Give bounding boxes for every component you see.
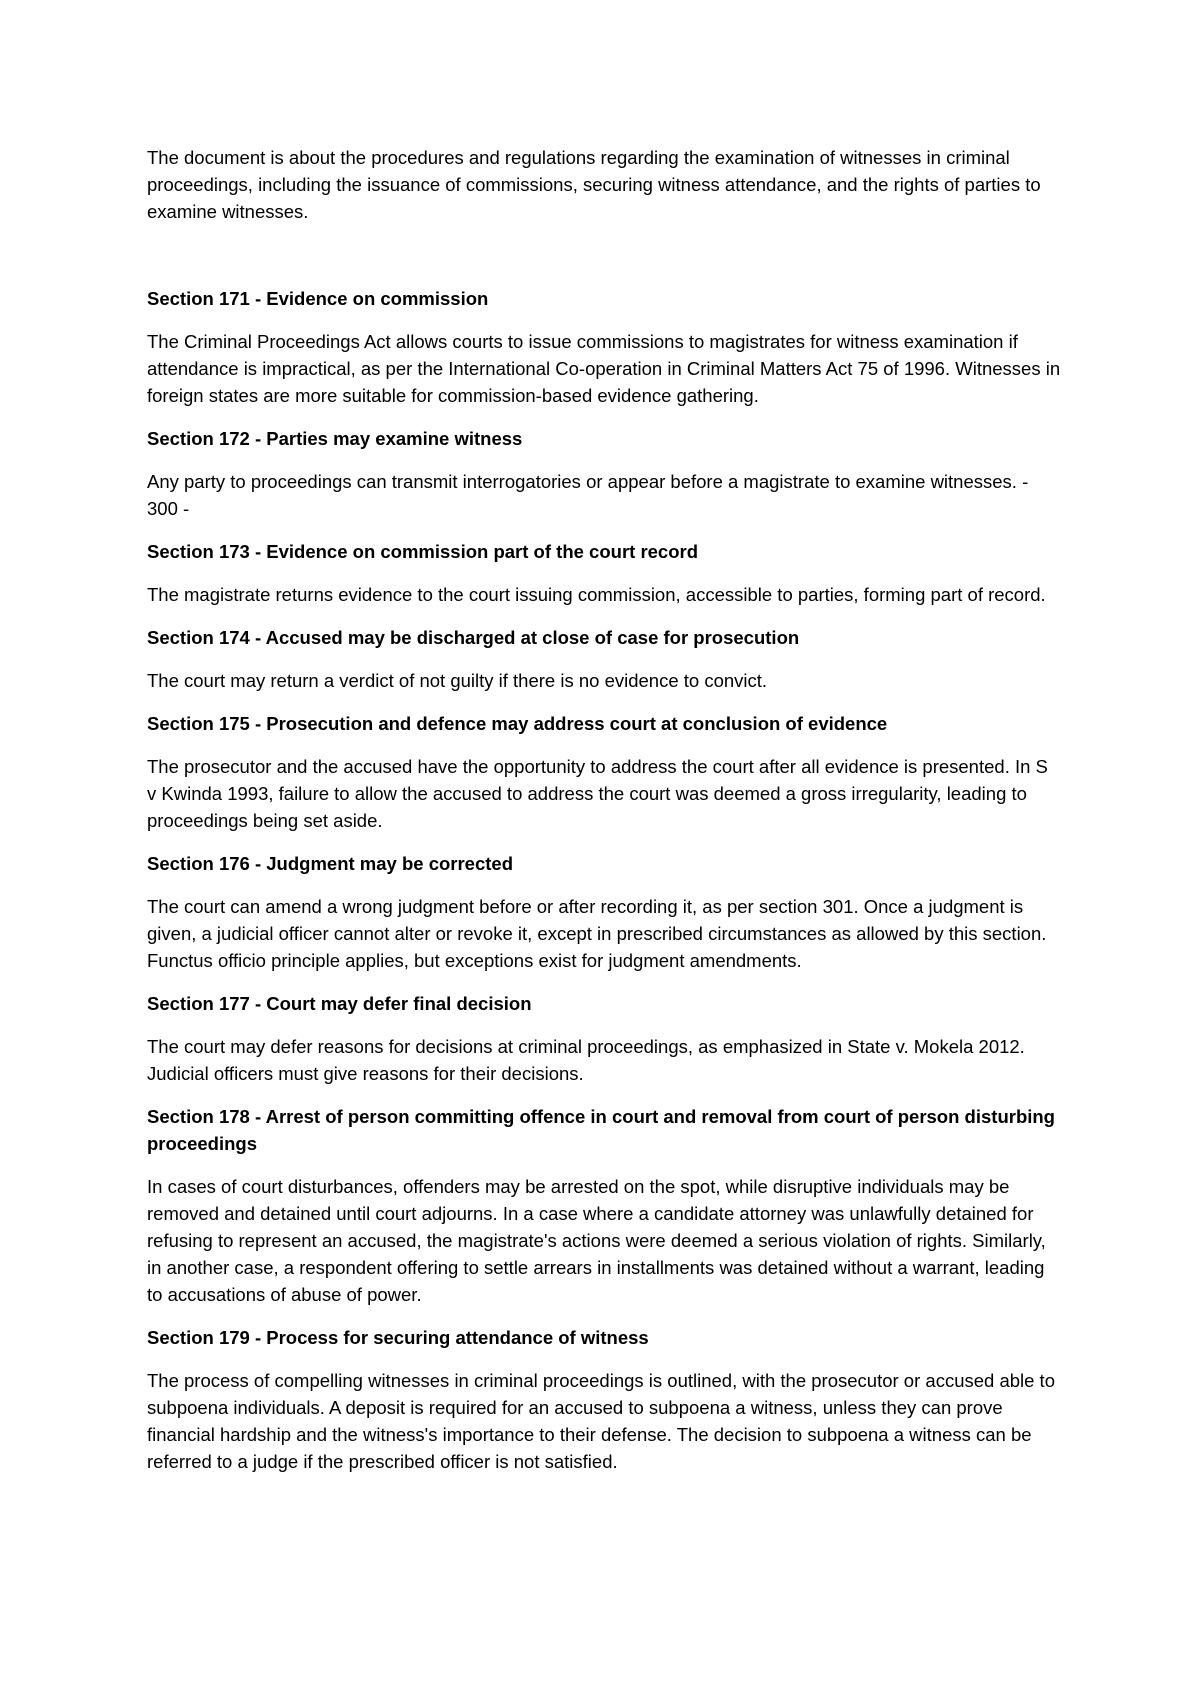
section-173-heading: Section 173 - Evidence on commission part of the court record — [147, 541, 699, 562]
section-179-heading: Section 179 - Process for securing attendance of witness — [147, 1327, 649, 1348]
intro-paragraph: The document is about the procedures and regulations regarding the examination of witnesses in criminal proceedings, including the issuance of commissions, securing witness attendance, and the rights of parties to examine witnesses. — [147, 147, 1041, 222]
section-177-body: The court may defer reasons for decisions at criminal proceedings, as emphasized in State v. Mokela 2012. Judicial officers must give reasons for their decisions. — [147, 1036, 1025, 1084]
section-174-heading: Section 174 - Accused may be discharged at close of case for prosecution — [147, 627, 800, 648]
section-171-body: The Criminal Proceedings Act allows courts to issue commissions to magistrates for witness examination if attendance is impractical, as per the International Co-operation in Criminal Matters Act 75 of 1996. Witnesses in foreign states are more suitable for commission-based evidence gathering. — [147, 331, 1061, 406]
section-177-heading: Section 177 - Court may defer final decision — [147, 993, 532, 1014]
section-175-heading: Section 175 - Prosecution and defence may address court at conclusion of evidence — [147, 713, 888, 734]
section-174-body: The court may return a verdict of not guilty if there is no evidence to convict. — [147, 670, 768, 691]
section-178-heading: Section 178 - Arrest of person committing offence in court and removal from court of person disturbing proceedings — [147, 1106, 1055, 1154]
section-172-heading: Section 172 - Parties may examine witness — [147, 428, 523, 449]
section-176-heading: Section 176 - Judgment may be corrected — [147, 853, 514, 874]
section-178-body: In cases of court disturbances, offenders may be arrested on the spot, while disruptive individuals may be removed and detained until court adjourns. In a case where a candidate attorney was unlawfully detained for refusing to represent an accused, the magistrate's actions were deemed a serious violation of rights. Similarly, in another case, a respondent offering to settle arrears in installments was detained without a warrant, leading to accusations of abuse of power. — [147, 1176, 1046, 1305]
section-173-body: The magistrate returns evidence to the court issuing commission, accessible to parties, forming part of record. — [147, 584, 1046, 605]
document-content — [147, 144, 1062, 1491]
section-179-body: The process of compelling witnesses in criminal proceedings is outlined, with the prosecutor or accused able to subpoena individuals. A deposit is required for an accused to subpoena a witness, unless they can prove financial hardship and the witness's importance to their defense. The decision to subpoena a witness can be referred to a judge if the prescribed officer is not satisfied. — [147, 1370, 1055, 1472]
section-172-body: Any party to proceedings can transmit interrogatories or appear before a magistrate to examine witnesses. - 300 - — [147, 471, 1029, 519]
section-175-body: The prosecutor and the accused have the opportunity to address the court after all evidence is presented. In S v Kwinda 1993, failure to allow the accused to address the court was deemed a gross irregularity, leading to proceedings being set aside. — [147, 756, 1048, 831]
section-171-heading: Section 171 - Evidence on commission — [147, 288, 489, 309]
section-176-body: The court can amend a wrong judgment before or after recording it, as per section 301. Once a judgment is given, a judicial officer cannot alter or revoke it, except in prescribed circumstances as allowed by this section. Functus officio principle applies, but exceptions exist for judgment amendments. — [147, 896, 1047, 971]
